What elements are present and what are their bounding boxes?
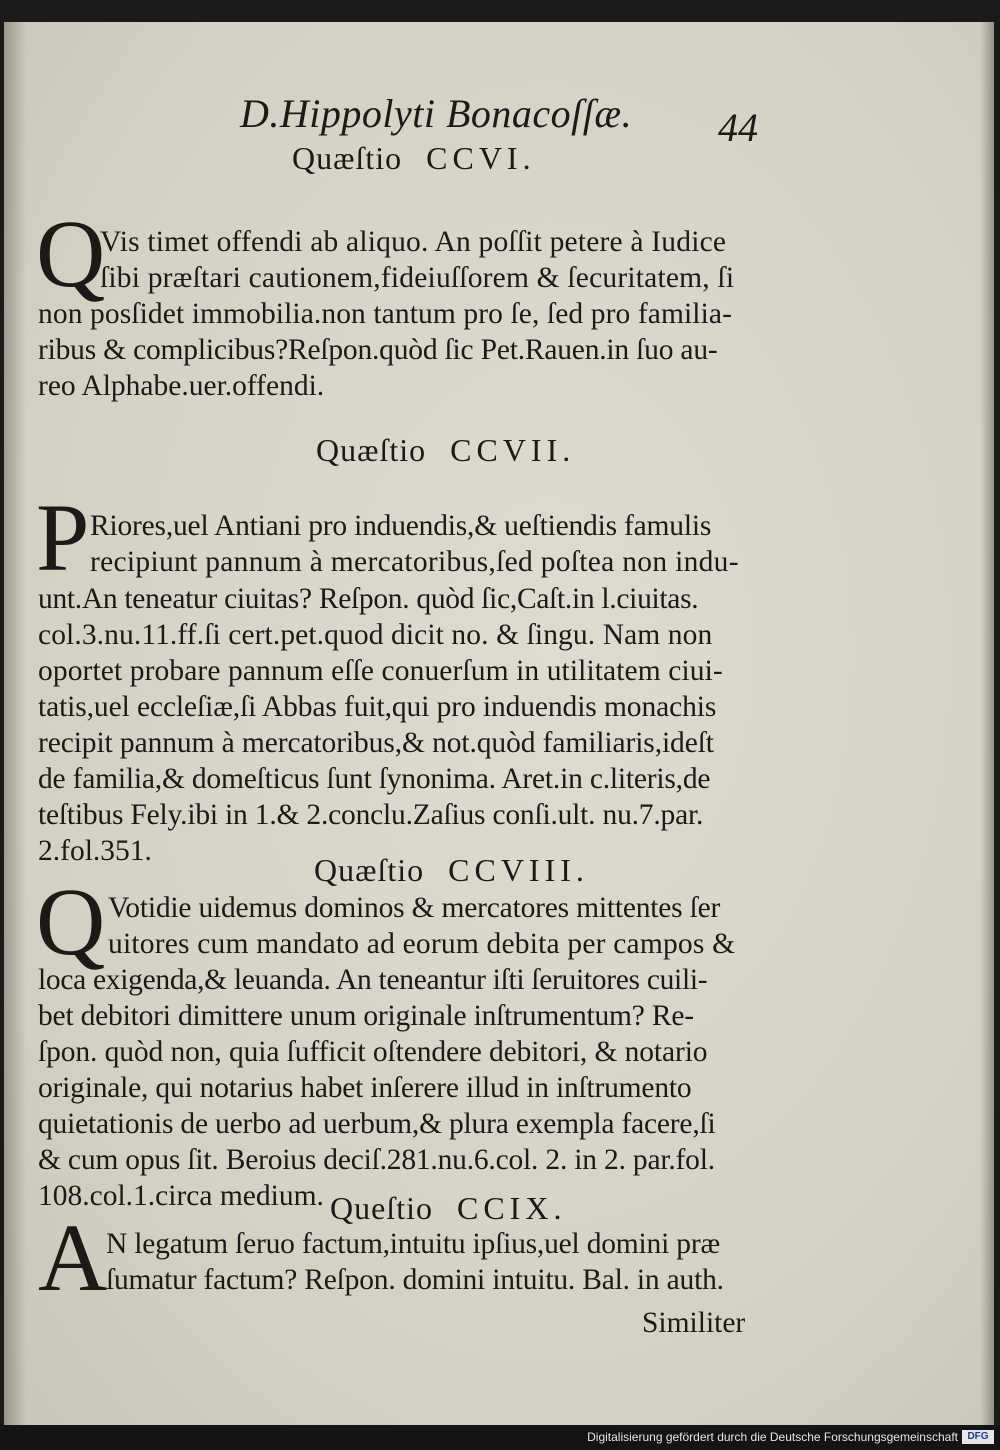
question-numeral: CCVII. — [450, 432, 576, 468]
text-line: col.3.nu.11.ff.ſi cert.pet.quod dicit no. & ſingu. Nam non — [38, 619, 713, 651]
question-numeral: CCVI. — [426, 140, 536, 176]
drop-cap-initial: Q — [36, 200, 106, 307]
text-line: loca exigenda,& leuanda. An teneantur iſti ſeruitores cuili- — [38, 964, 708, 996]
dfg-logo: DFG — [962, 1430, 994, 1444]
text-line: Riores,uel Antiani pro induendis,& ueſtiendis famulis — [90, 510, 712, 542]
text-line: teſtibus Fely.ibi in 1.& 2.conclu.Zaſius conſi.ult. nu.7.par. — [38, 799, 704, 831]
text-line: unt.An teneatur ciuitas? Reſpon. quòd ſic,Caſt.in l.ciuitas. — [38, 583, 699, 615]
question-title-word: Quæſtio — [292, 140, 403, 176]
text-line: Votidie uidemus dominos & mercatores mittentes ſer — [108, 892, 721, 924]
text-line: originale, qui notarius habet inſerere illud in inſtrumento — [38, 1072, 692, 1104]
text-line: bet debitori dimittere unum originale inſtrumentum? Re- — [38, 1000, 694, 1032]
question-title-word: Quæſtio — [314, 852, 425, 888]
text-line: ſpon. quòd non, quia ſufficit oſtendere debitori, & notario — [38, 1036, 708, 1068]
text-line: tatis,uel eccleſiæ,ſi Abbas fuit,qui pro induendis monachis — [38, 691, 717, 723]
question-title-word: Queſtio — [330, 1190, 433, 1226]
page-number: 44 — [718, 105, 758, 150]
running-title: D.Hippolyti Bonacoſſæ. — [240, 91, 633, 136]
binding-shadow — [4, 22, 26, 1425]
text-line: N legatum ſeruo factum,intuitu ipſius,uel domini præ — [106, 1228, 720, 1260]
footer-bar — [0, 1425, 1000, 1450]
text-line: de familia,& domeſticus ſunt ſynonima. Aret.in c.literis,de — [38, 763, 711, 795]
text-line: recipiunt pannum à mercatoribus,ſed poſtea non indu- — [90, 546, 739, 578]
footer-credit: Digitalisierung gefördert durch die Deutsche Forschungsgemeinschaft — [587, 1430, 958, 1444]
text-line: & cum opus ſit. Beroius deciſ.281.nu.6.col. 2. in 2. par.fol. — [38, 1144, 715, 1176]
question-numeral: CCIX. — [456, 1190, 567, 1226]
text-line: quietationis de uerbo ad uerbum,& plura exempla facere,ſi — [38, 1108, 716, 1140]
text-line: non posſidet immobilia.non tantum pro ſe, ſed pro familia- — [38, 298, 733, 330]
text-line: oportet probare pannum eſſe conuerſum in utilitatem ciui- — [38, 655, 723, 687]
text-line: ſibi præſtari cautionem,fideiuſſorem & ſecuritatem, ſi — [100, 262, 735, 294]
book-page — [4, 22, 994, 1425]
drop-cap-initial: A — [38, 1204, 108, 1311]
text-line: reo Alphabe.uer.offendi. — [38, 370, 325, 402]
question-title — [314, 852, 589, 889]
catchword: Similiter — [642, 1307, 746, 1339]
page-edge-shadow — [980, 22, 994, 1425]
drop-cap-initial: P — [36, 484, 90, 591]
text-line: ſumatur factum? Reſpon. domini intuitu. Bal. in auth. — [106, 1264, 724, 1296]
text-line: recipit pannum à mercatoribus,& not.quòd familiaris,ideſt — [38, 727, 714, 759]
question-numeral: CCVIII. — [448, 852, 589, 888]
text-line: Vis timet offendi ab aliquo. An poſſit petere à Iudice — [100, 226, 727, 258]
question-title — [292, 140, 536, 177]
text-line: ribus & complicibus?Reſpon.quòd ſic Pet.Rauen.in ſuo au- — [38, 334, 718, 366]
question-title — [330, 1190, 566, 1227]
drop-cap-initial: Q — [36, 868, 106, 975]
question-title-word: Quæſtio — [316, 432, 427, 468]
question-title — [316, 432, 575, 469]
text-line: 2.fol.351. — [38, 835, 152, 867]
text-line: uitores cum mandato ad eorum debita per campos & — [108, 928, 736, 960]
text-line: 108.col.1.circa medium. — [38, 1180, 324, 1212]
